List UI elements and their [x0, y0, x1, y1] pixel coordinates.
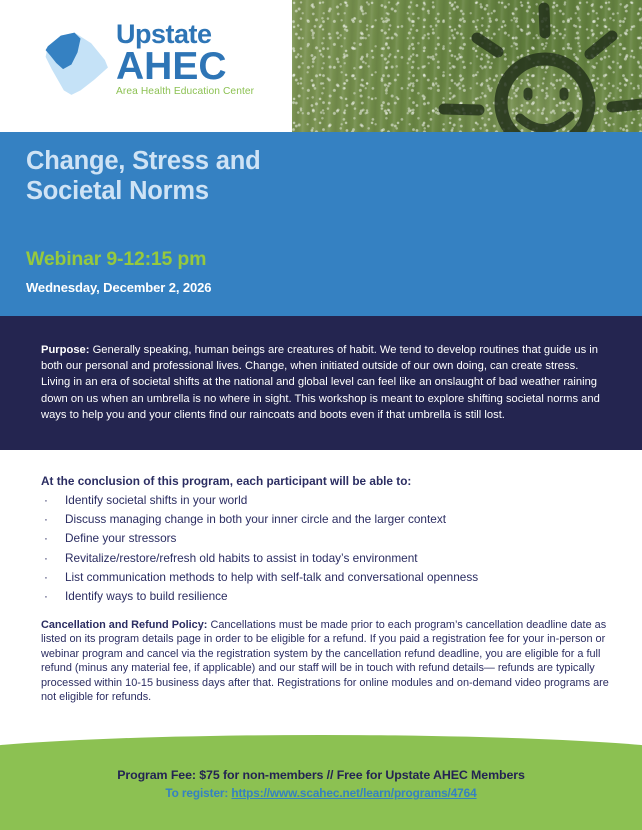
hero-title-band	[0, 132, 642, 316]
purpose-body: Generally speaking, human beings are creatures of habit. We tend to develop routines that guide us in both our personal and professional lives. Change, when initiated outside of our own doing, can create stress. Living in an era of societal shifts at the national and global level can feel like an onslaught of bad weather raining down on us when an umbrella is no where in sight. This workshop is meant to explore shifting societal norms and ways to help you and your clients find our raincoats and boots even if that umbrella is still lost.	[41, 344, 600, 421]
bullet-icon: ·	[44, 550, 48, 565]
cancellation-policy-paragraph	[41, 618, 611, 704]
event-time: Webinar 9-12:15 pm	[26, 248, 207, 270]
register-label: To register:	[165, 786, 229, 800]
cancellation-policy-label: Cancellation and Refund Policy:	[41, 619, 208, 631]
objectives-intro: At the conclusion of this program, each participant will be able to:	[41, 474, 412, 488]
list-item	[41, 533, 611, 545]
list-item-label: Identify societal shifts in your world	[65, 493, 248, 507]
logo-tagline: Area Health Education Center	[116, 86, 255, 98]
logo-wordmark	[116, 19, 276, 98]
event-date: Wednesday, December 2, 2026	[26, 280, 212, 295]
cancellation-policy-body: Cancellations must be made prior to each program’s cancellation deadline date as listed on its program details page in order to be eligible for a refund. If you paid a registration fee for your in-person or webinar program and cancel via the registration system by the cancellation refund deadline, you are eligible for a full refund (minus any material fee, if applicable) and our staff will be in touch with refund details— refunds are typically processed within 10-15 business days after that. Registrations for online modules and on-demand video programs are not eligible for refunds.	[41, 619, 609, 703]
body-content	[0, 450, 642, 750]
list-item	[41, 514, 611, 526]
footer-curved-background	[0, 735, 642, 830]
list-item-label: Define your stressors	[65, 531, 177, 546]
list-item-label: Revitalize/restore/refresh old habits to assist in today’s environment	[65, 550, 418, 565]
list-item-label: List communication methods to help with self-talk and conversational openness	[65, 569, 479, 584]
program-fee-text: Program Fee: $75 for non-members // Free for Upstate AHEC Members	[117, 768, 525, 782]
bullet-icon: ·	[44, 588, 48, 603]
footer-band	[0, 735, 642, 830]
registration-url-link[interactable]: https://www.scahec.net/learn/programs/4764	[231, 786, 477, 800]
south-carolina-map-icon	[38, 25, 114, 101]
logo-word-upstate: Upstate	[116, 19, 212, 49]
bullet-icon: ·	[44, 512, 48, 527]
purpose-paragraph	[41, 342, 603, 423]
logo-word-ahec: AHEC	[116, 44, 227, 88]
registration-line	[0, 786, 642, 800]
objectives-list	[41, 495, 611, 610]
list-item-label: Discuss managing change in both your inner circle and the larger context	[65, 512, 446, 527]
list-item	[41, 495, 611, 507]
page-title: Change, Stress and Societal Norms	[26, 147, 261, 206]
list-item	[41, 550, 611, 565]
upstate-ahec-logo	[38, 19, 268, 117]
list-item-label: Identify ways to build resilience	[65, 588, 228, 603]
list-item	[41, 569, 611, 584]
purpose-band	[0, 316, 642, 450]
purpose-label: Purpose:	[41, 344, 90, 356]
bullet-icon: ·	[44, 569, 48, 584]
bullet-icon: ·	[44, 493, 48, 507]
list-item	[41, 588, 611, 603]
bullet-icon: ·	[44, 531, 48, 546]
